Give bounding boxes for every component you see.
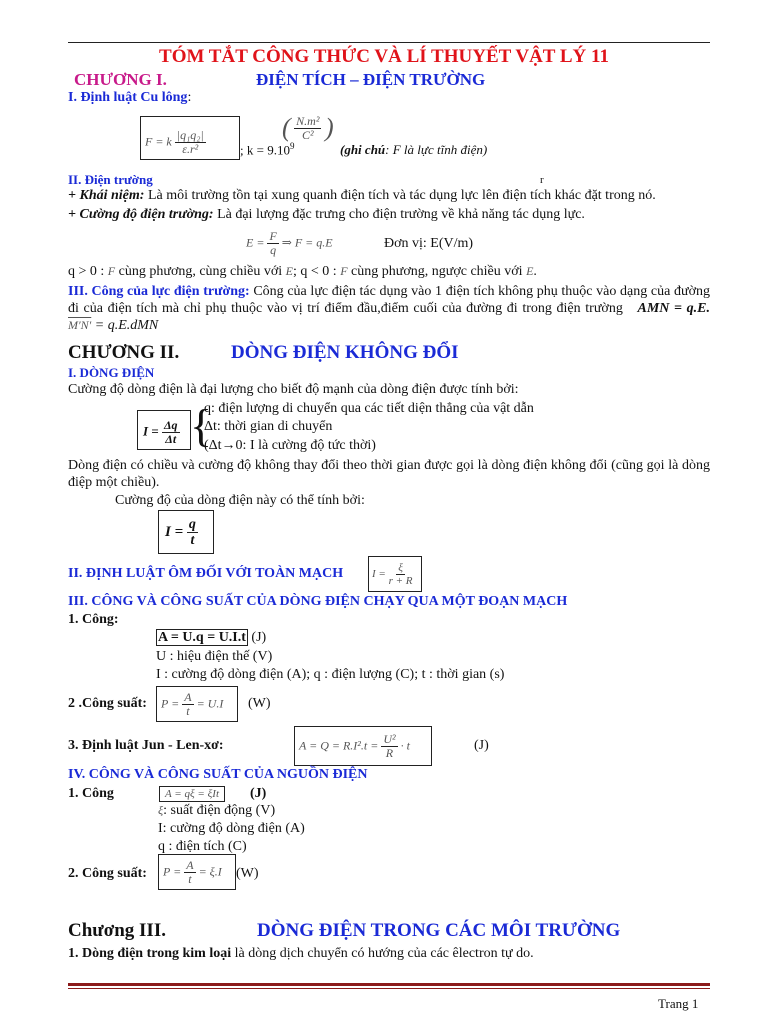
src-power-denominator: t [188, 872, 192, 886]
note-label: (ghi chú [340, 142, 386, 157]
ohm-denominator: r + R [388, 575, 413, 587]
joule-rhs: · t [400, 738, 410, 753]
chapter-3-name: DÒNG ĐIỆN TRONG CÁC MÔI TRƯỜNG [257, 920, 621, 941]
chapter-3-label [68, 920, 166, 942]
joule-numerator: U² [383, 732, 396, 746]
def-current-2: I: cường độ dòng điện (A) [158, 821, 305, 836]
field-formula-left: E = [246, 235, 268, 250]
k-unit-numerator: N.m² [296, 113, 320, 128]
source-power-heading: IV. CÔNG VÀ CÔNG SUẤT CỦA NGUỒN ĐIỆN [68, 767, 368, 782]
src-power-formula-box [158, 854, 236, 890]
q-negative: ; q < 0 : [293, 264, 337, 279]
k-unit-fraction [294, 115, 321, 142]
stray-r: r [540, 174, 544, 186]
field-work-paragraph [68, 283, 710, 334]
metal-current-line [68, 946, 534, 962]
charge-sign-line: q > 0 : F cùng phương, cùng chiều với E; q < 0 : F cùng phương, ngược chiều với E. [68, 264, 537, 279]
power-lhs: P = [161, 696, 180, 711]
src-work-heading: 1. Công [68, 786, 114, 801]
chapter-2-label: CHƯƠNG II. [68, 342, 180, 363]
vec-e-1: E [285, 264, 294, 278]
def-voltage: U : hiệu điện thế (V) [156, 649, 273, 664]
current-denominator: Δt [165, 432, 177, 446]
note-text: : F là lực tĩnh điện) [385, 142, 488, 157]
power-formula-box [156, 686, 238, 722]
src-power-rhs: = ξ.I [198, 864, 222, 879]
ohm-fraction [389, 562, 413, 587]
coulomb-note [340, 142, 487, 158]
coulomb-lhs: F = k [145, 134, 172, 149]
work-heading: 1. Công: [68, 612, 119, 627]
q-positive: q > 0 : [68, 264, 105, 279]
field-work-formula: AMN = q.E. [637, 301, 711, 316]
dc-paragraph: Dòng điện có chiều và cường độ không thay đổi theo thời gian được gọi là dòng điện không đổi (cũng gọi là dòng điệp một chiều). [68, 458, 710, 490]
power-rhs: = U.I [196, 696, 224, 711]
chapter-3-label-text: Chương III. [68, 920, 166, 941]
k-text: ; k = 9.10 [240, 142, 290, 158]
def-limit: (Δt→0: I là cường độ tức thời) [204, 438, 376, 453]
intensity-text: Là đại lượng đặc trưng cho điện trường về khả năng tác dụng lực. [213, 207, 585, 222]
current2-numerator: q [188, 517, 196, 532]
coulomb-fraction [175, 129, 206, 156]
concept-text: Là môi trường tồn tại xung quanh điện tích và tác dụng lực lên điện tích khác đặt trong nó. [144, 188, 656, 203]
field-work-vector: M′N′ [68, 318, 92, 332]
src-power-heading: 2. Công suất: [68, 866, 147, 881]
field-intensity [68, 207, 585, 223]
current2-formula-box [158, 510, 214, 554]
coulomb-numerator: |q₁q₂| [176, 128, 204, 142]
segment-power-heading: III. CÔNG VÀ CÔNG SUẤT CỦA DÒNG ĐIỆN CHẠY QUA MỘT ĐOẠN MẠCH [68, 594, 568, 609]
joule-denominator: R [385, 746, 394, 760]
intensity-label: + Cường độ điện trường: [68, 207, 214, 222]
current-heading: I. DÒNG ĐIỆN [68, 365, 155, 380]
chapter-2-name: DÒNG ĐIỆN KHÔNG ĐỔI [231, 342, 459, 363]
q-negative-text: cùng phương, ngược chiều với [351, 264, 523, 279]
page-title: TÓM TẮT CÔNG THỨC VÀ LÍ THUYẾT VẬT LÝ 11 [159, 46, 609, 67]
k-exponent: 9 [289, 141, 295, 151]
src-power-unit: (W) [236, 866, 259, 881]
coulomb-heading-colon: : [187, 90, 192, 105]
field-work-heading: III. Công của lực điện trường: [68, 284, 250, 299]
coulomb-formula-box [140, 116, 240, 160]
def-emf [158, 803, 275, 819]
power-heading: 2 .Công suất: [68, 696, 147, 711]
footer-rule [68, 983, 710, 989]
field-work-text: Công của lực điện tác dụng vào 1 điện tích không phụ thuộc vào dạng của đường đi của điện tích mà chỉ phụ thuộc vào vị trí điểm đầu,điểm cuối của đường đi trong điện trường [68, 284, 710, 316]
joule-unit: (J) [474, 738, 489, 753]
metal-current-heading: 1. Dòng điện trong kim loại [68, 946, 232, 961]
power-fraction [182, 691, 193, 718]
work-formula: A = U.q = U.I.t [158, 630, 246, 645]
k-constant [240, 141, 294, 158]
chapter-1-name: ĐIỆN TÍCH – ĐIỆN TRƯỜNG [256, 70, 486, 89]
def-emf-text: : suất điện động (V) [163, 803, 276, 818]
current-fraction [162, 419, 180, 446]
page-number: Trang 1 [658, 996, 699, 1011]
work-unit: (J) [251, 630, 267, 645]
vec-f-1: F [107, 264, 116, 278]
field-unit: Đơn vị: E(V/m) [384, 236, 474, 251]
power-numerator: A [184, 690, 192, 704]
coulomb-denominator: ε.r² [182, 142, 199, 156]
src-power-fraction [184, 859, 195, 886]
def-charge-2: q : điện tích (C) [158, 839, 247, 854]
ohm-numerator: ξ [398, 562, 403, 574]
coulomb-heading [68, 90, 191, 106]
current2-lhs: I = [165, 523, 184, 540]
definition-brace: { [190, 400, 213, 451]
field-formula [246, 230, 333, 257]
k-unit-denominator: C² [302, 127, 314, 142]
joule-fraction [381, 733, 397, 760]
def-charge: q: điện lượng di chuyển qua các tiết diện thẳng của vật dẫn [204, 401, 534, 416]
field-concept [68, 188, 656, 204]
power-unit: (W) [248, 696, 271, 711]
field-formula-denominator: q [270, 243, 277, 257]
k-unit: ( $\frac{\text{N.m²}}{\text{C²}}$ ) [282, 113, 334, 142]
ohm-formula-box [368, 556, 422, 592]
current-lhs: I = [143, 423, 159, 439]
field-formula-numerator: F [269, 229, 277, 243]
field-formula-fraction [267, 230, 278, 257]
current-formula-box [137, 410, 191, 450]
src-work-unit: (J) [250, 786, 267, 801]
src-work-formula: A = qξ = ξIt [159, 786, 225, 802]
current2-fraction [187, 517, 198, 548]
coulomb-heading-text: I. Định luật Cu lông [68, 90, 188, 105]
q-positive-text: cùng phương, cùng chiều với [118, 264, 283, 279]
joule-lhs: A = Q = R.I².t = [299, 738, 379, 753]
dc-calc: Cường độ của dòng điện này có thể tính bởi: [115, 493, 365, 508]
field-formula-right: ⇒ F = q.E [281, 235, 333, 250]
current-intro: Cường độ dòng điện là đại lượng cho biết độ mạnh của dòng điện được tính bởi: [68, 382, 519, 397]
power-denominator: t [186, 704, 190, 718]
def-time: Δt: thời gian di chuyển [204, 419, 333, 434]
vec-e-2: E [526, 264, 534, 278]
field-work-rest: = q.E.dMN [94, 318, 159, 333]
current2-denominator: t [190, 533, 195, 548]
top-rule [68, 42, 710, 43]
concept-label: + Khái niệm: [68, 188, 145, 203]
joule-formula-box [294, 726, 432, 766]
joule-heading: 3. Định luật Jun - Len-xơ: [68, 738, 224, 753]
current-numerator: Δq [163, 418, 178, 432]
work-formula-line [156, 630, 266, 646]
ohm-lhs: I = [372, 568, 386, 581]
ohm-heading: II. ĐỊNH LUẬT ÔM ĐỐI VỚI TOÀN MẠCH [68, 566, 344, 581]
metal-current-text: là dòng dịch chuyển có hướng của các êlectron tự do. [231, 946, 534, 961]
src-power-lhs: P = [163, 864, 182, 879]
emf-symbol: ξ [158, 803, 164, 817]
def-current: I : cường độ dòng điện (A); q : điện lượng (C); t : thời gian (s) [156, 667, 505, 682]
src-power-numerator: A [186, 858, 194, 872]
vec-f-2: F [340, 264, 348, 278]
electric-field-heading: II. Điện trường [68, 172, 153, 187]
chapter-1-label: CHƯƠNG I. [74, 70, 167, 89]
